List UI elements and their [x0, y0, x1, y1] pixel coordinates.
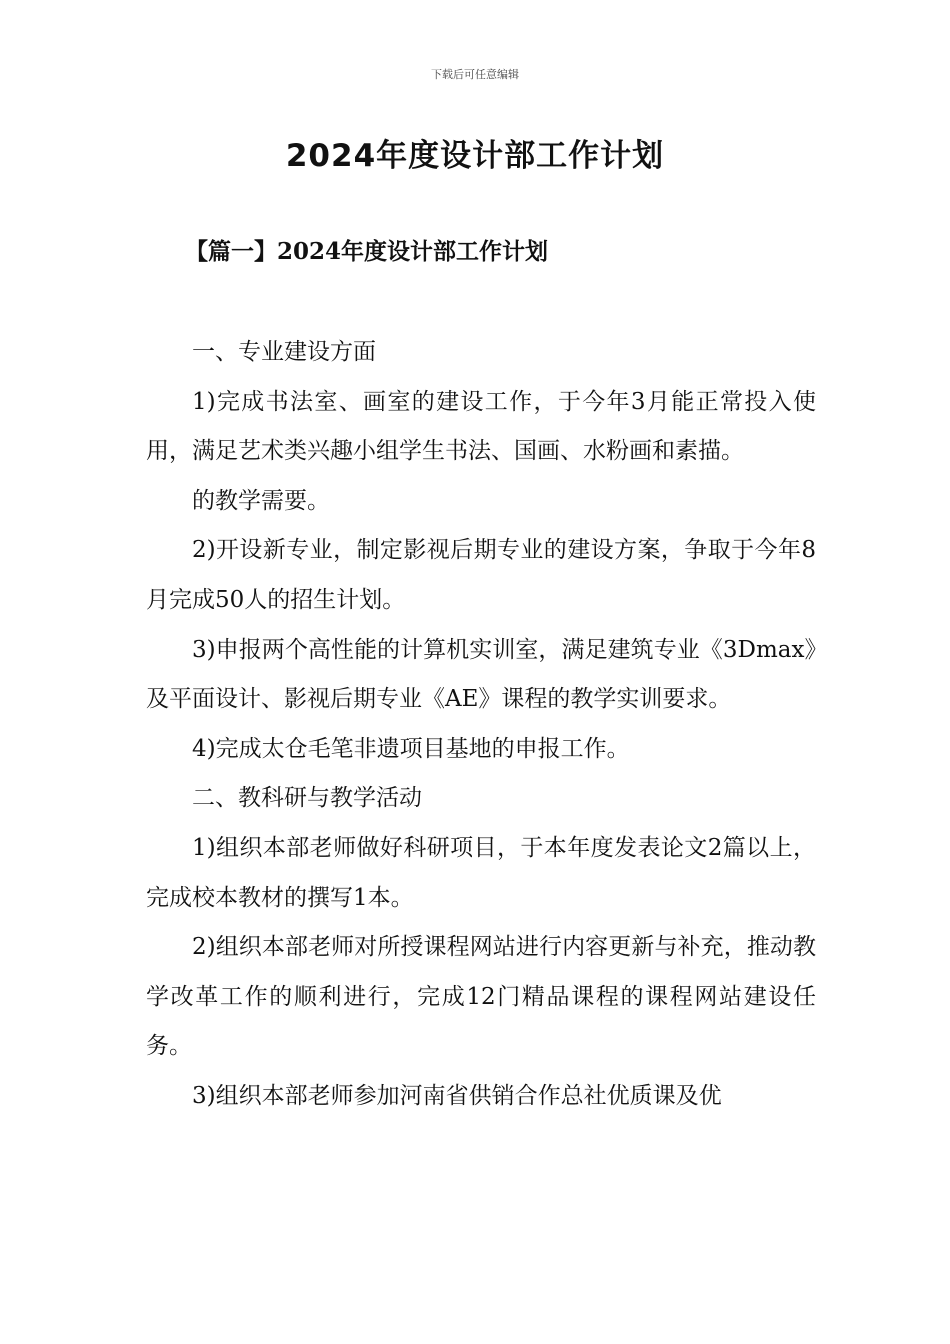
paragraph: 3)组织本部老师参加河南省供销合作总社优质课及优 — [192, 1082, 722, 1109]
paragraph: 1)组织本部老师做好科研项目，于本年度发表论文2篇以上，完成校本教材的撰写1本。 — [146, 834, 816, 911]
paragraph-heading-1: 一、专业建设方面 — [192, 339, 376, 365]
section-heading: 【篇一】2024年度设计部工作计划 — [185, 238, 549, 265]
paragraph: 2)组织本部老师对所授课程网站进行内容更新与补充，推动教学改革工作的顺利进行，完成12门精品课程的课程网站建设任务。 — [146, 934, 816, 1060]
paragraph-heading-2: 二、教科研与教学活动 — [192, 785, 422, 812]
document-title: 2024年度设计部工作计划 — [285, 138, 665, 174]
paragraph: 1)完成书法室、画室的建设工作，于今年3月能正常投入使用，满足艺术类兴趣小组学生书法、国画、水粉画和素描。 — [146, 388, 816, 465]
paragraph: 3)申报两个高性能的计算机实训室，满足建筑专业《3Dmax》及平面设计、影视后期专业《AE》课程的教学实训要求。 — [146, 636, 816, 713]
paragraph: 4)完成太仓毛笔非遗项目基地的申报工作。 — [192, 735, 630, 762]
document-body — [146, 328, 816, 1122]
paragraph: 的教学需要。 — [192, 487, 330, 514]
paragraph: 2)开设新专业，制定影视后期专业的建设方案，争取于今年8月完成50人的招生计划。 — [146, 537, 816, 613]
header-note: 下载后可任意编辑 — [431, 68, 519, 81]
